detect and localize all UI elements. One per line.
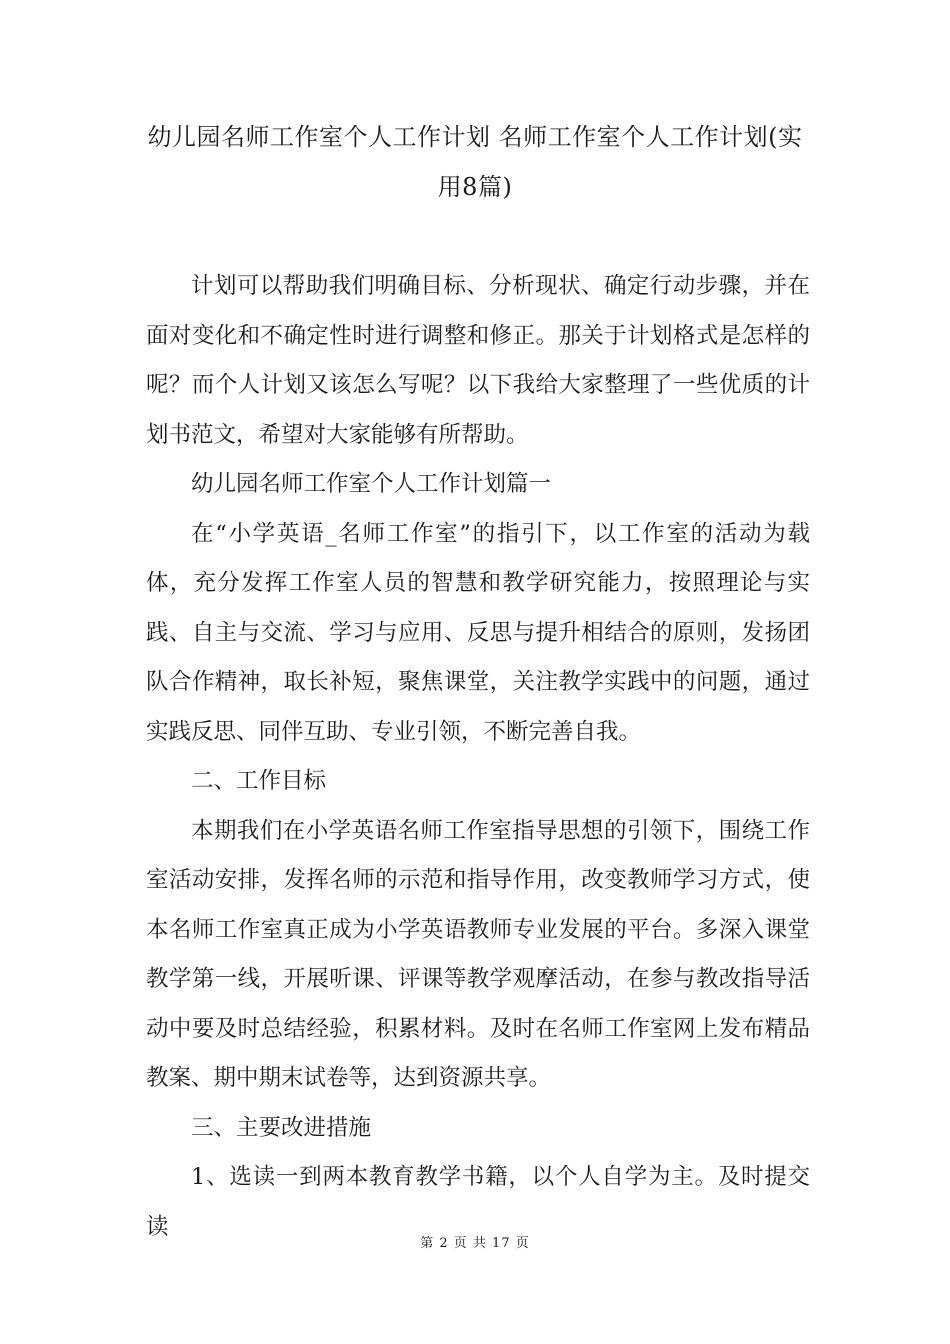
section-heading-improvement-measures: 三、主要改进措施	[191, 1114, 372, 1141]
work-goals-paragraph: 本期我们在小学英语名师工作室指导思想的引领下，围绕工作室活动安排，发挥名师的示范和指导作用，改变教师学习方式，使本名师工作室真正成为小学英语教师专业发展的平台。多深入课堂教学第一线，开展听课、评课等教学观摩活动，在参与教改指导活动中要及时总结经验，积累材料。及时在名师工作室网上发布精品教案、期中期末试卷等，达到资源共享。	[146, 817, 810, 1091]
measure-item-1: 1、选读一到两本教育教学书籍，以个人自学为主。及时提交读	[146, 1164, 810, 1240]
document-body	[146, 262, 810, 1252]
section-heading-part-one: 幼儿园名师工作室个人工作计划篇一	[191, 471, 552, 497]
intro-paragraph: 计划可以帮助我们明确目标、分析现状、确定行动步骤，并在面对变化和不确定性时进行调整和修正。那关于计划格式是怎样的呢？而个人计划又该怎么写呢？以下我给大家整理了一些优质的计划书范文，希望对大家能够有所帮助。	[146, 273, 810, 448]
section-heading-work-goals: 二、工作目标	[191, 768, 327, 794]
page-number-footer: 第 2 页 共 17 页	[420, 1236, 530, 1251]
guidance-paragraph: 在“小学英语_名师工作室”的指引下，以工作室的活动为载体，充分发挥工作室人员的智慧和教学研究能力，按照理论与实践、自主与交流、学习与应用、反思与提升相结合的原则，发扬团队合作精神，取长补短，聚焦课堂，关注教学实践中的问题，通过实践反思、同伴互助、专业引领，不断完善自我。	[146, 520, 810, 745]
document-title: 幼儿园名师工作室个人工作计划 名师工作室个人工作计划(实用8篇)	[147, 123, 803, 201]
